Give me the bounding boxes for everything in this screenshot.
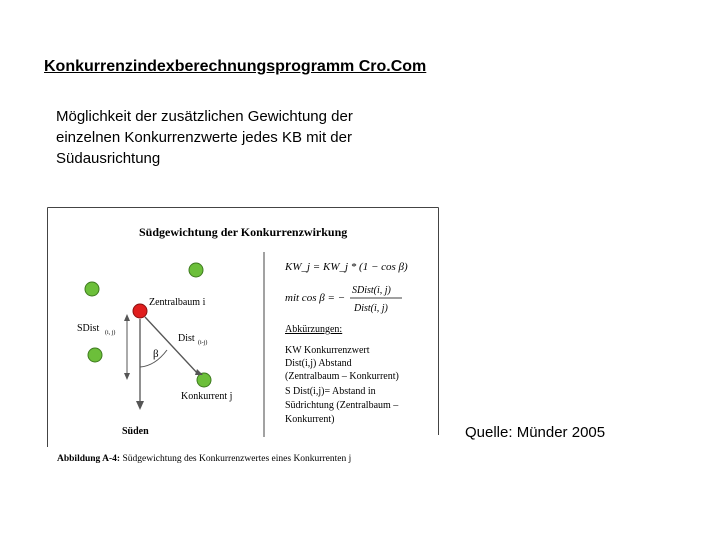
source-note: Quelle: Münder 2005 <box>465 424 606 441</box>
south-weighting-figure <box>47 207 439 465</box>
formula-line-1: KW_j = KW_j * (1 − cos β) <box>285 261 408 273</box>
label-south: Süden <box>122 426 149 437</box>
slide-title: Konkurrenzindexberechnungsprogramm Cro.Com <box>44 58 427 75</box>
figure-caption <box>57 454 351 464</box>
formula-numerator: SDist(i, j) <box>352 285 391 296</box>
label-competitor: Konkurrent j <box>181 391 233 402</box>
abbreviations-title: Abkürzungen: <box>285 324 343 335</box>
label-beta: β <box>153 348 159 360</box>
tree-left <box>88 348 102 362</box>
abbreviation-line-6: Konkurrent) <box>285 414 335 425</box>
tree-top-left <box>85 282 99 296</box>
formula-denominator: Dist(i, j) <box>354 303 388 314</box>
abbreviation-line-5: Südrichtung (Zentralbaum – <box>285 400 399 411</box>
slide-description <box>56 106 416 169</box>
formula-line-2-prefix: mit cos β = − <box>285 292 346 304</box>
competitor-tree <box>197 373 211 387</box>
central-tree <box>133 304 147 318</box>
abbreviation-line-1: KW Konkurrenzwert <box>285 345 370 356</box>
figure-caption-text: Südgewichtung des Konkurrenzwertes eines Konkurrenten j <box>120 454 352 464</box>
sdist-arrow-up <box>124 314 130 321</box>
description-line-2: einzelnen Konkurrenzwerte jedes KB mit der <box>56 129 352 146</box>
description-line-3: Südausrichtung <box>56 150 161 167</box>
sdist-arrow-down <box>124 373 130 380</box>
dist-arrowhead <box>195 369 203 375</box>
abbreviation-line-2: Dist(i,j) Abstand <box>285 358 352 369</box>
tree-top-right <box>189 263 203 277</box>
abbreviation-line-3: (Zentralbaum – Konkurrent) <box>285 371 399 382</box>
label-central-tree: Zentralbaum i <box>149 297 206 308</box>
figure-heading: Südgewichtung der Konkurrenzwirkung <box>139 225 348 239</box>
label-dist: Dist <box>178 333 195 344</box>
dist-line <box>145 317 199 375</box>
figure-caption-label: Abbildung A-4: <box>57 454 121 464</box>
abbreviation-line-4: S Dist(i,j)= Abstand in <box>285 386 376 397</box>
south-arrowhead <box>136 401 144 410</box>
label-sdist: SDist <box>77 323 100 334</box>
label-dist-sub: (i-j) <box>198 340 208 346</box>
label-sdist-sub: (i, j) <box>105 330 116 336</box>
description-line-1: Möglichkeit der zusätzlichen Gewichtung der <box>56 108 353 125</box>
